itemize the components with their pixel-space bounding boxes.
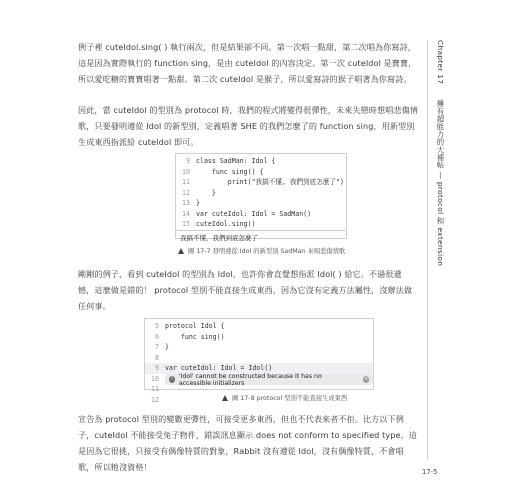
- line-number: 10: [182, 167, 190, 176]
- paragraph-2: 因此，當 cuteIdol 的型別為 protocol 時，我們的程式將變得很彈性，未來失戀時想唱悲傷情歌，只要發明遵從 Idol 的新型別，定義唱著 SHE 的我們怎麼了的 function sing，用新型別生成東西指派給 cuteIdol 即可。: [78, 105, 418, 147]
- line-number: 11: [182, 178, 190, 186]
- code-line: [176, 209, 346, 220]
- error-icon: !: [170, 376, 173, 382]
- line-number: 15: [182, 220, 190, 228]
- line-number: 11: [151, 385, 159, 393]
- triangle-icon: [222, 395, 228, 401]
- line-number: 9: [186, 157, 190, 165]
- line-number: 14: [182, 209, 190, 218]
- figure-caption-2: 圖 17-8 protocol 型別不能直接生成東西: [222, 393, 347, 402]
- code-text: var cuteIdol: Idol = Idol(): [165, 364, 273, 372]
- page-number: 17-5: [422, 468, 438, 476]
- code-text: }: [196, 199, 200, 207]
- code-line: [176, 177, 346, 188]
- chapter-title: 擁有超能力的大補帖 — protocol 和 extension: [436, 99, 445, 267]
- code-line: [145, 321, 373, 332]
- figure-caption-1: 圖 17-7 發明遵從 Idol 的新型別 SadMan 來唱悲傷情歌: [178, 246, 345, 255]
- paragraph-1: 例子裡 cuteIdol.sing( ) 執行兩次，但是結果卻不同。第一次唱一點甜，第二次唱為你寫詩，這是因為實際執行的 function sing，是由 cuteIdol 的內容決定。第一次 cuteIdol 是寶寶，所以愛吃糖的寶寶唱著一點甜。第二次 cuteIdol 是猴子，所以愛寫詩的猴子唱著為你寫詩。: [78, 42, 417, 84]
- line-number: 9: [155, 364, 159, 372]
- code-text: }: [196, 188, 216, 197]
- chapter-sidebar: [432, 40, 446, 320]
- triangle-icon: [178, 248, 184, 254]
- line-number: 8: [155, 353, 159, 362]
- error-banner: ! 'Idol' cannot be constructed because it has no accessible initializers ×: [165, 365, 373, 385]
- console-output: 我搞不懂，我們到底怎麼了: [176, 230, 346, 245]
- code-line: [145, 342, 373, 353]
- code-figure-1: [175, 153, 347, 242]
- code-line: [176, 188, 346, 199]
- code-text: protocol Idol {: [165, 322, 225, 330]
- code-text: func sing() {: [196, 167, 264, 176]
- code-line: [176, 219, 346, 230]
- chapter-label: Chapter 17: [436, 40, 445, 85]
- code-line: [176, 167, 346, 178]
- code-line: [176, 198, 346, 209]
- code-text: class SadMan: Idol {: [196, 157, 276, 165]
- code-text: cuteIdol.sing(): [196, 220, 256, 228]
- code-line: [176, 156, 346, 167]
- paragraph-4: 宣告為 protocol 型別的變數更彈性，可接受更多東西，但也不代表來者不拒。比方以下例子，cuteIdol 不能接受兔子物件，錯誤訊息顯示 does not conform to specified type。這是因為它很挑，只接受有偶像特質的對象，Rabbit 沒有遵從 Idol，沒有偶像特質，不會唱歌，所以牠沒資格！: [78, 414, 417, 472]
- code-line: [145, 332, 373, 343]
- code-text: print("我搞不懂, 我們到底怎麼了"): [196, 178, 344, 186]
- code-block: [176, 154, 346, 230]
- line-number: 12: [182, 188, 190, 197]
- code-line: [145, 353, 373, 364]
- line-number: 12: [151, 395, 159, 404]
- sidebar-rule: [427, 40, 428, 460]
- code-text: }: [165, 343, 169, 351]
- code-text: var cuteIdol: Idol = SadMan(): [196, 209, 312, 218]
- line-number: 7: [155, 343, 159, 351]
- close-icon[interactable]: ×: [363, 376, 369, 382]
- line-number: 13: [182, 199, 190, 207]
- line-number: 6: [155, 332, 159, 341]
- line-number: 10: [151, 374, 159, 383]
- line-number: 5: [155, 322, 159, 330]
- paragraph-3: 剛剛的例子，看到 cuteIdol 的型別為 Idol，也許你會直覺想指派 Idol( ) 給它。不過很遺憾，這麼做是錯的！ protocol 型別不能直接生成東西，因為它沒有定義方法屬性，沒辦法做任何事。: [78, 269, 413, 311]
- code-text: func sing(): [165, 332, 225, 341]
